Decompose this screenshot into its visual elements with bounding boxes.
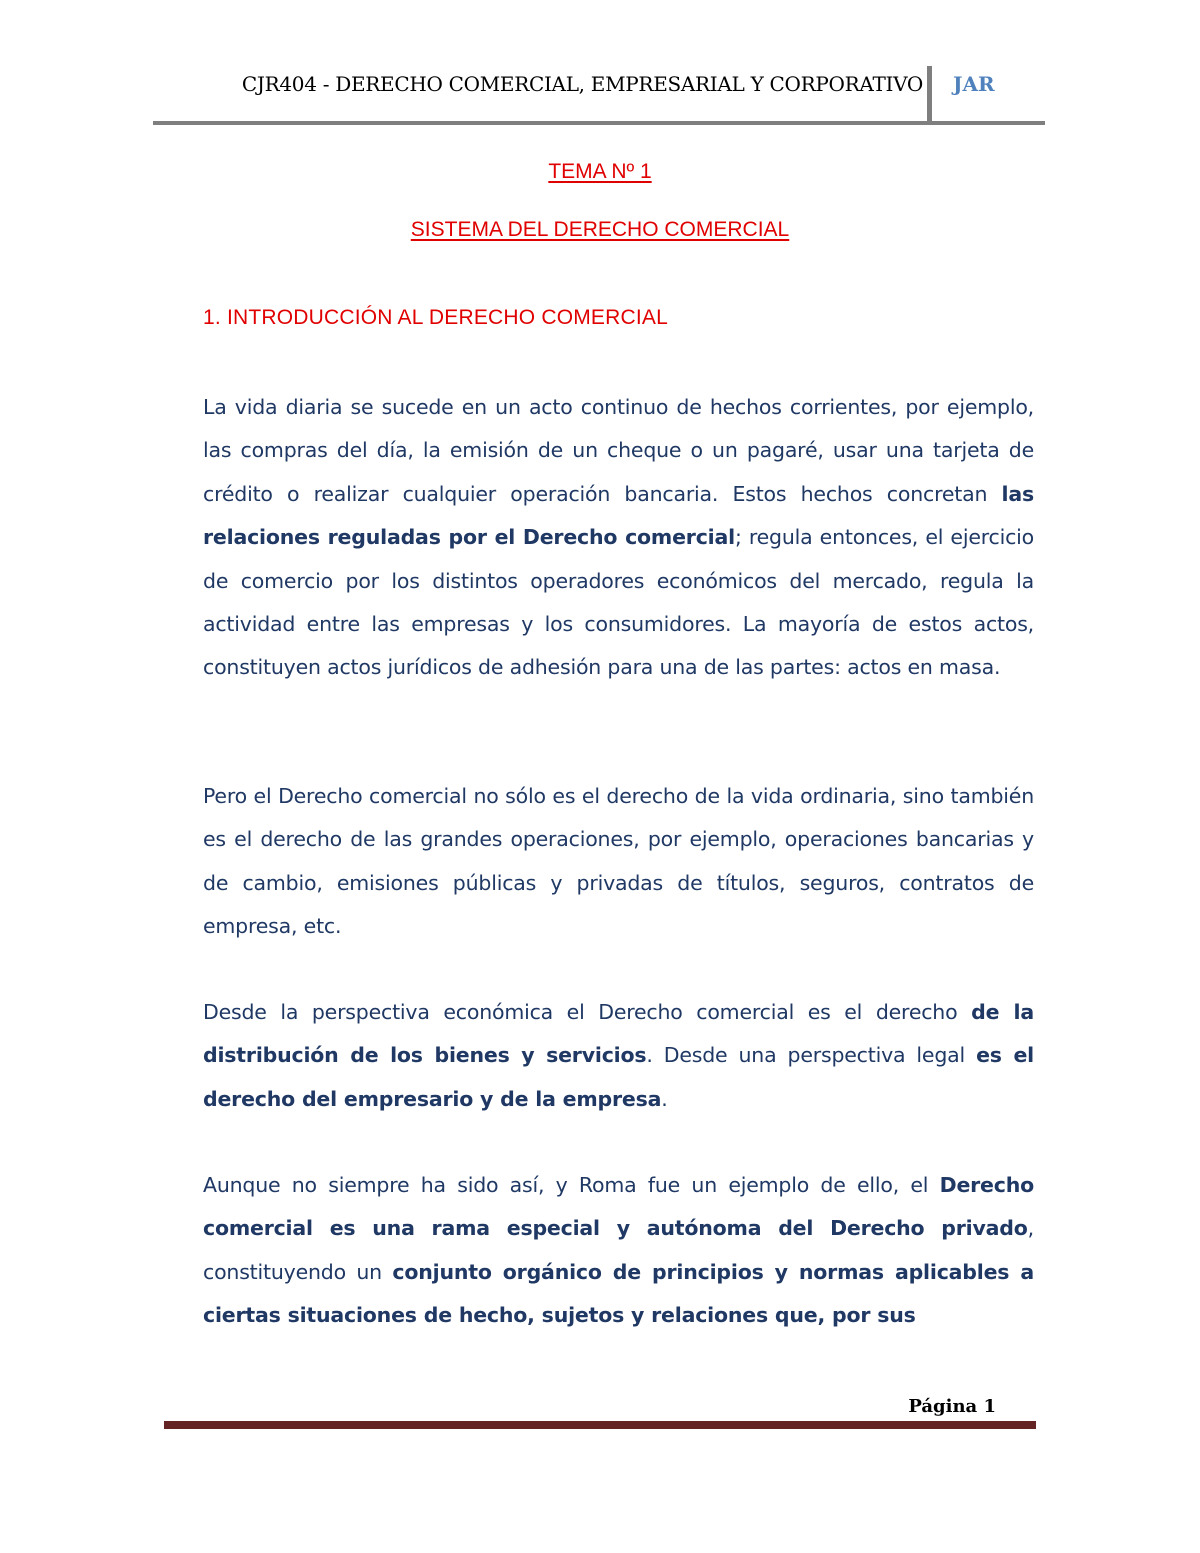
paragraph-3-bold-d: es el derecho del empresario y de la empresa: [203, 1043, 1034, 1111]
page-number: Página 1: [908, 1396, 996, 1417]
paragraph-4: [203, 1164, 1034, 1338]
header-course-title: CJR404 - DERECHO COMERCIAL, EMPRESARIAL Y CORPORATIVO: [241, 72, 923, 96]
section-heading: 1. INTRODUCCIÓN AL DERECHO COMERCIAL: [203, 306, 668, 329]
page-header: [153, 66, 1045, 124]
paragraph-3: [203, 991, 1034, 1121]
paragraph-1-text-c: ; regula entonces, el ejercicio de comercio por los distintos operadores económicos del mercado, regula la actividad entre las empresas y los consumidores. La mayoría de estos actos, constituyen actos jurídicos de adhesión para una de las partes: actos en masa.: [203, 525, 1034, 680]
paragraph-1-bold-b: las relaciones reguladas por el Derecho comercial: [203, 481, 1034, 550]
paragraph-1: [203, 386, 1034, 690]
paragraph-2: Pero el Derecho comercial no sólo es el derecho de la vida ordinaria, sino también es el derecho de las grandes operaciones, por ejemplo, operaciones bancarias y de cambio, emisiones públicas y privadas de títulos, seguros, contratos de empresa, etc.: [203, 784, 1034, 939]
header-author-initials: JAR: [953, 72, 995, 96]
topic-title: SISTEMA DEL DERECHO COMERCIAL: [410, 218, 790, 241]
paragraph-3-text-e: .: [661, 1086, 668, 1111]
paragraph-4-text-a: Aunque no siempre ha sido así, y Roma fue un ejemplo de ello, el: [203, 1173, 940, 1197]
topic-number-title: TEMA Nº 1: [548, 160, 652, 183]
header-divider: [927, 66, 932, 124]
header-rule: [153, 121, 1045, 125]
paragraph-3-text-a: Desde la perspectiva económica el Derecho comercial es el derecho: [203, 1000, 972, 1024]
paragraph-3-bold-b: de la distribución de los bienes y servicios: [203, 1000, 1035, 1068]
paragraph-4-text-c: , constituyendo un: [203, 1216, 1034, 1284]
paragraph-3-text-c: . Desde una perspectiva legal: [646, 1043, 977, 1068]
paragraph-1-text-a: La vida diaria se sucede en un acto continuo de hechos corrientes, por ejemplo, las compras del día, la emisión de un cheque o un pagaré, usar una tarjeta de crédito o realizar cualquier operación bancaria. Estos hechos concretan: [203, 395, 1034, 506]
paragraph-4-bold-d: conjunto orgánico de principios y normas aplicables a ciertas situaciones de hecho, sujetos y relaciones que, por sus: [203, 1259, 1034, 1328]
footer-rule: [164, 1421, 1036, 1429]
paragraph-4-bold-b: Derecho comercial es una rama especial y autónoma del Derecho privado: [203, 1173, 1034, 1241]
